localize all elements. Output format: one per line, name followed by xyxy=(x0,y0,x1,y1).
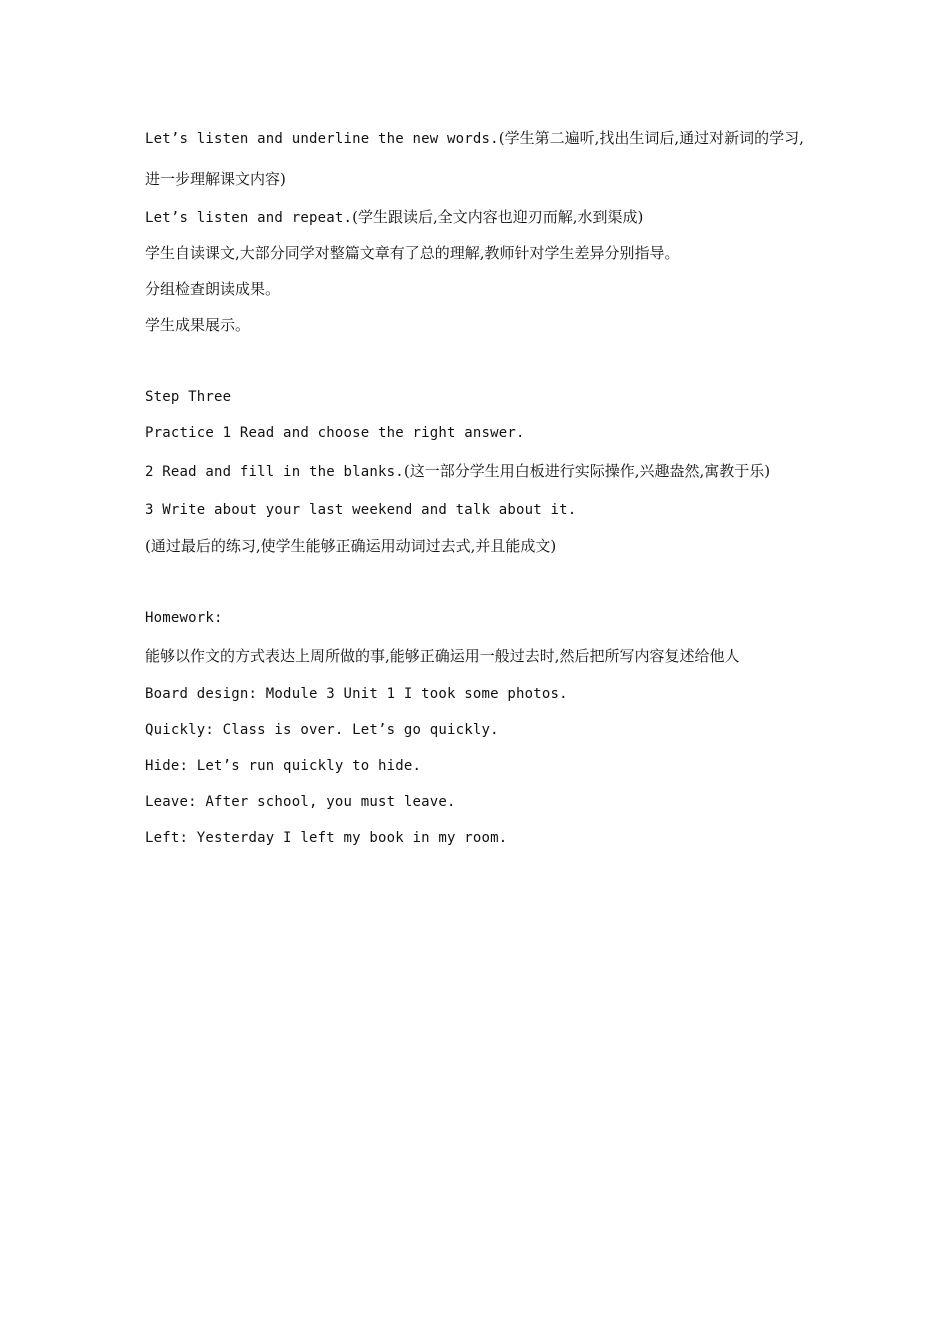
practice-1: Practice 1 Read and choose the right answer. xyxy=(145,425,525,441)
spacer xyxy=(145,343,810,379)
homework-heading: Homework: xyxy=(145,610,223,626)
paragraph-self-reading: 学生自读课文,大部分同学对整篇文章有了总的理解,教师针对学生差异分别指导。 xyxy=(145,244,680,262)
practice-2-english: 2 Read and fill in the blanks. xyxy=(145,464,404,480)
paragraph-group-check: 分组检查朗读成果。 xyxy=(145,280,281,298)
paragraph-listen-underline xyxy=(145,118,810,199)
listen-repeat-chinese: (学生跟读后,全文内容也迎刃而解,水到渠成) xyxy=(352,208,644,226)
spacer xyxy=(145,564,810,600)
homework-text: 能够以作文的方式表达上周所做的事,能够正确运用一般过去时,然后把所写内容复述给他人 xyxy=(145,647,740,665)
practice-2-chinese: (这一部分学生用白板进行实际操作,兴趣盎然,寓教于乐) xyxy=(403,462,771,480)
paragraph-listen-repeat xyxy=(145,199,810,235)
example-quickly: Quickly: Class is over. Let’s go quickly. xyxy=(145,722,499,738)
listen-repeat-english: Let’s listen and repeat. xyxy=(145,210,353,226)
practice-2 xyxy=(145,451,810,492)
example-hide: Hide: Let’s run quickly to hide. xyxy=(145,758,422,774)
step-three-heading: Step Three xyxy=(145,389,232,405)
document-page xyxy=(145,118,810,856)
example-left: Left: Yesterday I left my book in my room. xyxy=(145,830,508,846)
paragraph-show-results: 学生成果展示。 xyxy=(145,316,251,334)
board-design: Board design: Module 3 Unit 1 I took some photos. xyxy=(145,686,568,702)
listen-underline-english: Let’s listen and underline the new words. xyxy=(145,131,499,147)
example-leave: Leave: After school, you must leave. xyxy=(145,794,456,810)
practice-3: 3 Write about your last weekend and talk about it. xyxy=(145,502,577,518)
listen-underline-chinese: (学生第二遍听,找出生词后,通过对新词的学习,进一步理解课文内容) xyxy=(145,129,804,188)
practice-note: (通过最后的练习,使学生能够正确运用动词过去式,并且能成文) xyxy=(145,537,557,555)
